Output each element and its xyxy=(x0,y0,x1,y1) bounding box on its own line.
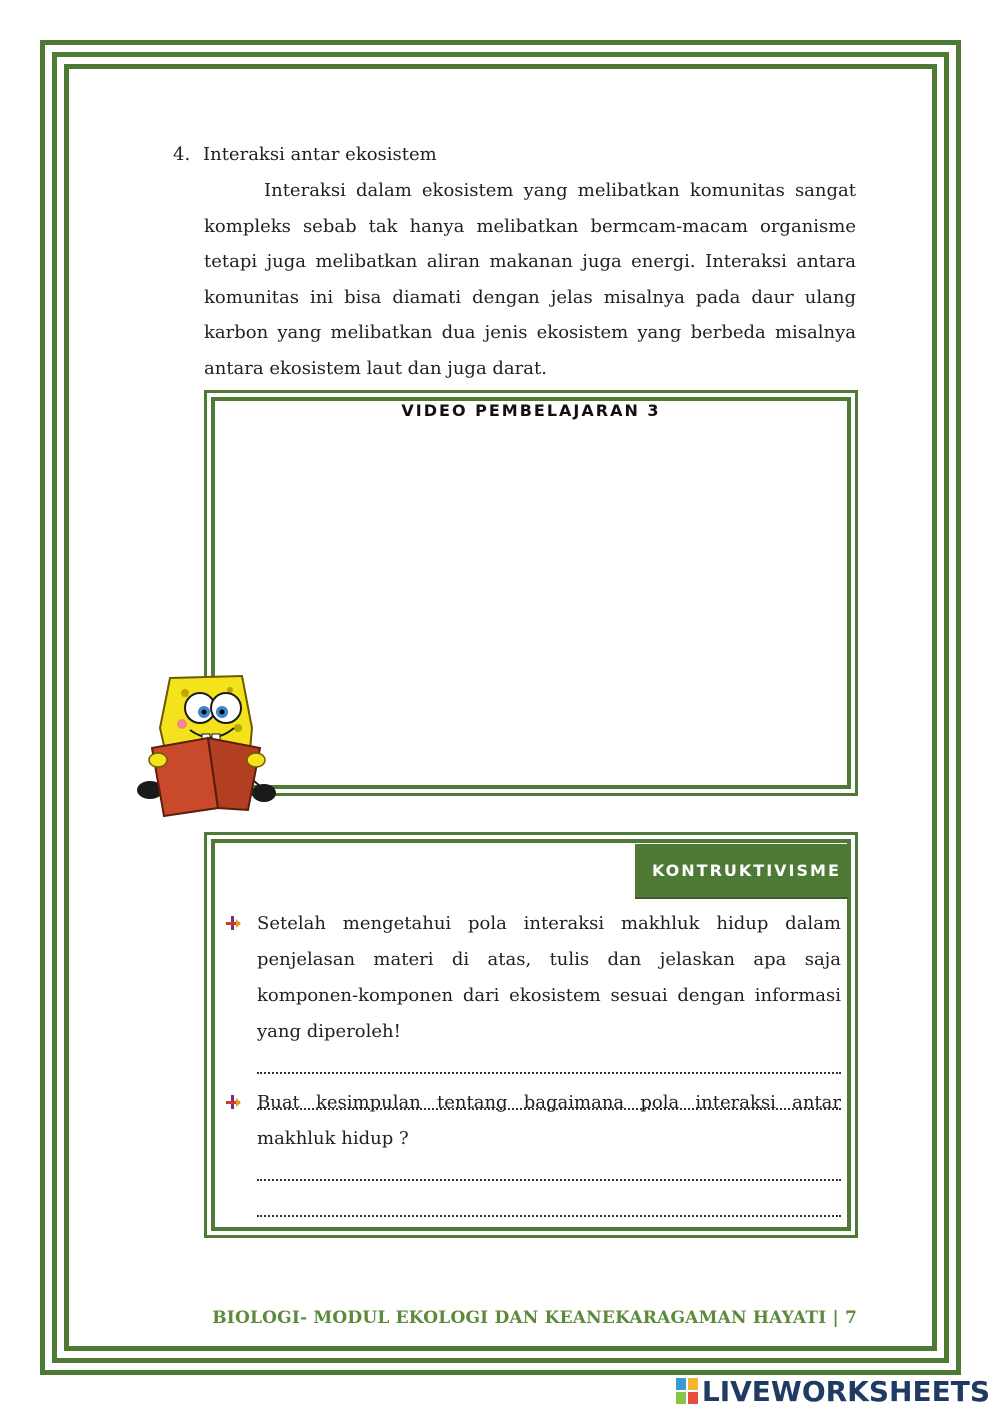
liveworksheets-logo-icon xyxy=(676,1378,698,1404)
section-heading xyxy=(173,142,437,168)
answer-line[interactable] xyxy=(257,1050,841,1086)
arrow-bullet-icon xyxy=(225,1094,241,1110)
konstruktivisme-panel xyxy=(204,832,858,1238)
section-title: Interaksi antar ekosistem xyxy=(203,144,437,165)
video-panel[interactable] xyxy=(204,390,858,796)
task-text: Buat kesimpulan tentang bagaimana pola interaksi antar makhluk hidup ? xyxy=(257,1092,841,1149)
answer-line[interactable] xyxy=(257,1193,841,1229)
task-item xyxy=(225,1085,841,1229)
video-title: VIDEO PEMBELAJARAN 3 xyxy=(401,401,661,420)
task-text: Setelah mengetahui pola interaksi makhluk hidup dalam penjelasan materi di atas, tulis dan jelaskan apa saja komponen-komponen dari ekosistem sesuai dengan informasi yang diperoleh! xyxy=(257,913,841,1042)
answer-line[interactable] xyxy=(257,1157,841,1193)
liveworksheets-watermark xyxy=(676,1374,990,1408)
watermark-text: LIVEWORKSHEETS xyxy=(701,1374,990,1408)
section-paragraph: Interaksi dalam ekosistem yang melibatkan komunitas sangat kompleks sebab tak hanya melibatkan bermcam-macam organisme tetapi juga melibatkan aliran makanan juga energi. Interaksi antara komunitas ini bisa diamati dengan jelas misalnya pada daur ulang karbon yang melibatkan dua jenis ekosistem yang berbeda misalnya antara ekosistem laut dan juga darat. xyxy=(204,180,856,379)
konstruktivisme-tag: KONTRUKTIVISME xyxy=(635,844,848,897)
arrow-bullet-icon xyxy=(225,915,241,931)
section-number: 4. xyxy=(173,144,191,165)
page-footer: BIOLOGI- MODUL EKOLOGI DAN KEANEKARAGAMAN HAYATI | 7 xyxy=(212,1308,857,1328)
spongebob-reading-illustration xyxy=(130,668,280,818)
